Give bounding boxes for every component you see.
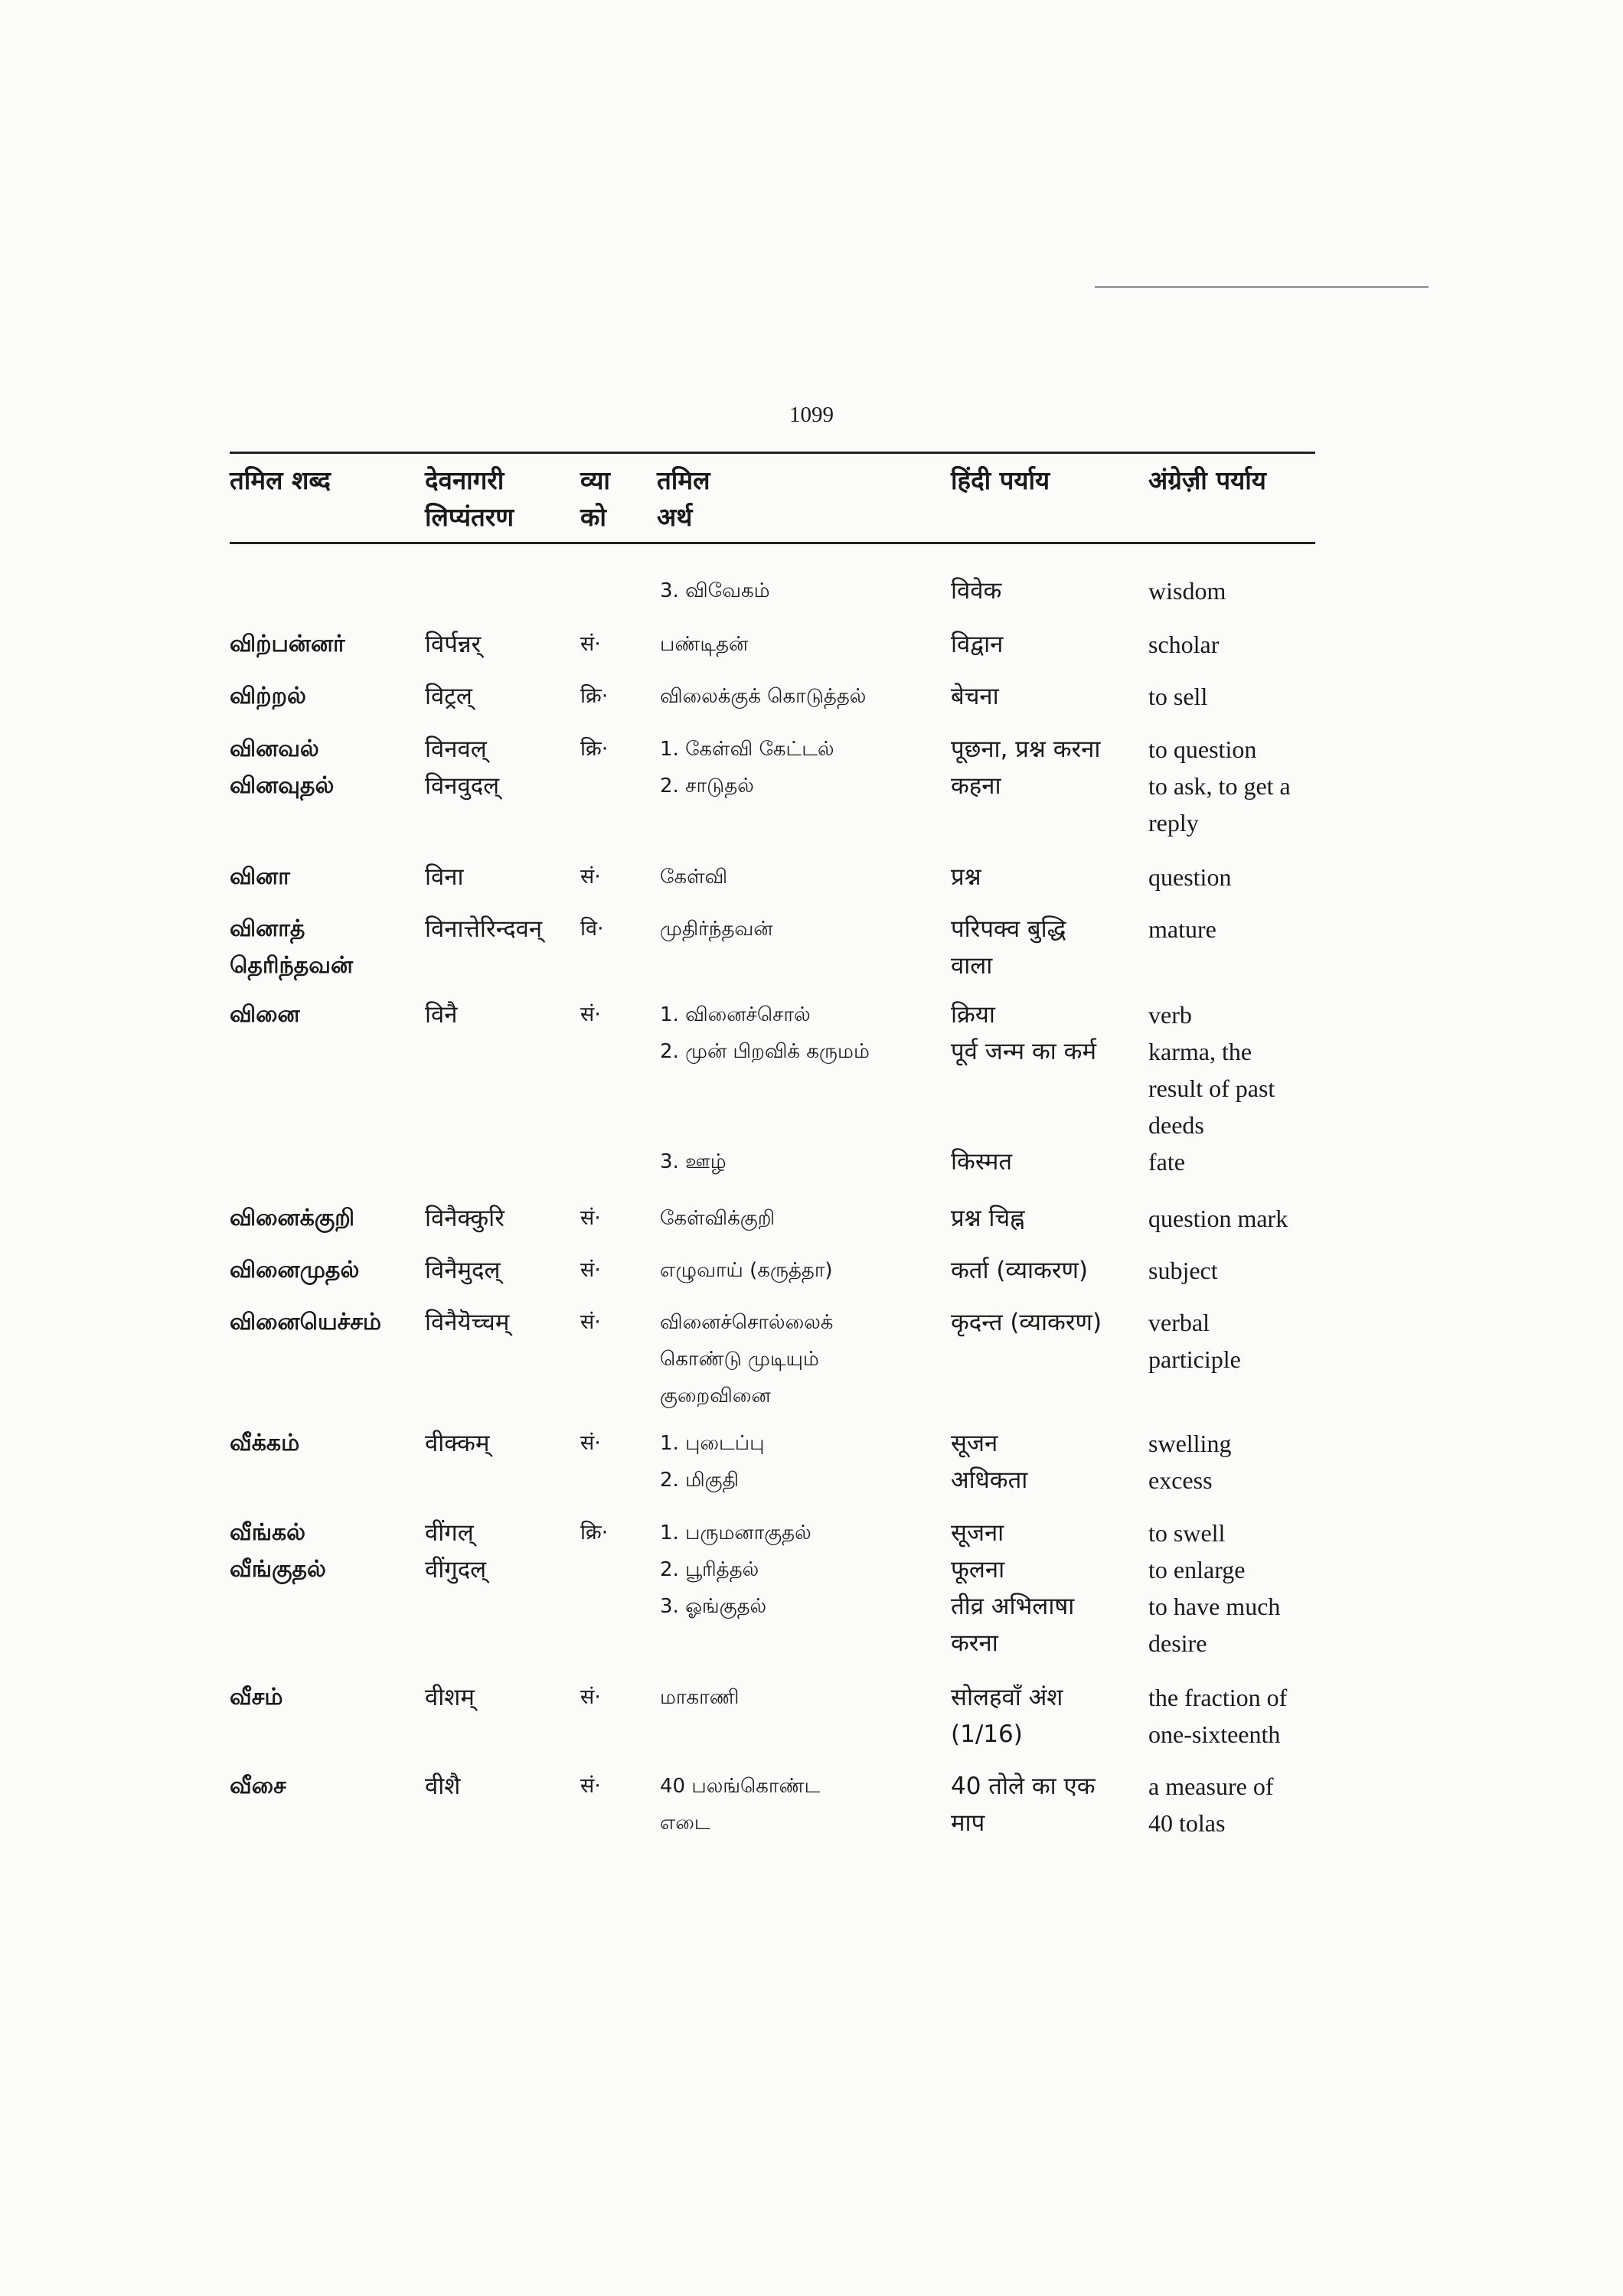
tamil-meaning-line: 1. வினைச்சொல் <box>660 1003 811 1026</box>
hindi-equivalent <box>951 1200 1024 1237</box>
grammar-tag <box>580 1200 601 1237</box>
english-equivalent <box>1148 678 1207 715</box>
grammar-tag <box>580 1515 608 1551</box>
tamil-meaning-line: 2. சாடுதல் <box>660 775 754 797</box>
grammar-tag <box>580 678 608 715</box>
hindi-equivalent-line <box>951 1107 1096 1143</box>
english-equivalent-line: wisdom <box>1148 577 1226 605</box>
tamil-meaning-line: 3. ஊழ் <box>660 1150 727 1173</box>
english-equivalent-line: deeds <box>1148 1111 1204 1139</box>
grammar-tag <box>580 1679 601 1716</box>
page-number: 1099 <box>789 403 834 427</box>
devanagari-transliteration <box>425 678 472 715</box>
grammar-tag-line: सं· <box>580 865 601 889</box>
tamil-meaning <box>660 1679 739 1716</box>
grammar-tag <box>580 626 601 663</box>
english-equivalent-line: scholar <box>1148 631 1220 658</box>
english-equivalent-line: participle <box>1148 1345 1241 1373</box>
english-equivalent-line: karma, the <box>1148 1038 1252 1065</box>
devanagari-transliteration-line: वीशम् <box>425 1684 475 1711</box>
tamil-word <box>230 1252 359 1289</box>
tamil-meaning-line: 2. பூரித்தல் <box>660 1558 759 1581</box>
hindi-equivalent <box>951 1252 1088 1289</box>
hindi-equivalent <box>951 859 981 895</box>
tamil-meaning-line <box>660 1070 870 1107</box>
hindi-equivalent-line: तीव्र अभिलाषा <box>951 1593 1075 1620</box>
tamil-meaning-line: 1. பருமனாகுதல் <box>660 1521 812 1544</box>
grammar-tag-line: सं· <box>580 1685 601 1709</box>
english-equivalent-line: excess <box>1148 1466 1213 1494</box>
tamil-meaning-line: வினைச்சொல்லைக் <box>660 1311 834 1334</box>
tamil-word-line: வினையெச்சம் <box>230 1309 382 1336</box>
tamil-meaning-line: 1. கேள்வி கேட்டல் <box>660 738 834 761</box>
tamil-meaning-line: மாகாணி <box>660 1686 740 1709</box>
english-equivalent <box>1148 859 1231 895</box>
tamil-word-line: வினை <box>230 1001 300 1028</box>
grammar-tag-line: सं· <box>580 1774 601 1798</box>
hindi-equivalent-line: विद्वान <box>951 631 1004 658</box>
tamil-word-line: வினவுதல் <box>230 772 335 799</box>
hindi-equivalent-line: अधिकता <box>951 1466 1028 1494</box>
english-equivalent <box>1148 1304 1241 1378</box>
devanagari-transliteration-line: विनै <box>425 1001 458 1029</box>
grammar-tag <box>580 1252 601 1289</box>
english-equivalent <box>1148 996 1275 1180</box>
english-equivalent <box>1148 626 1219 663</box>
header-grammar <box>580 462 610 536</box>
header-tamil-meaning-line2: अर्थ <box>657 502 693 532</box>
tamil-meaning-line: எடை <box>660 1812 710 1835</box>
devanagari-transliteration <box>425 859 464 895</box>
hindi-equivalent-line: करना <box>951 1629 998 1657</box>
tamil-meaning-line: 3. விவேகம் <box>660 579 770 602</box>
devanagari-transliteration-line: विट्रल् <box>425 683 472 710</box>
tamil-meaning <box>660 731 834 804</box>
header-devanagari-line1: देवनागरी <box>425 465 505 495</box>
tamil-word-line: வினாத் <box>230 915 305 942</box>
tamil-meaning <box>660 1768 820 1841</box>
hindi-equivalent-line: सूजना <box>951 1519 1004 1547</box>
tamil-meaning <box>660 996 870 1180</box>
hindi-equivalent-line: किस्मत <box>951 1148 1013 1176</box>
hindi-equivalent <box>951 678 999 715</box>
tamil-meaning <box>660 626 748 663</box>
english-equivalent-line: question <box>1148 863 1232 891</box>
header-english: अंग्रेज़ी पर्याय <box>1148 465 1266 495</box>
grammar-tag <box>580 996 601 1033</box>
hindi-equivalent-line: सोलहवाँ अंश <box>951 1684 1063 1711</box>
tamil-word-line: வீங்கல் <box>230 1519 306 1546</box>
grammar-tag <box>580 859 601 895</box>
english-equivalent-line: to ask, to get a <box>1148 772 1291 800</box>
devanagari-transliteration-line: विर्पन्नर् <box>425 631 482 658</box>
tamil-meaning-line <box>660 1107 870 1143</box>
tamil-meaning-line: கேள்விக்குறி <box>660 1207 776 1230</box>
hindi-equivalent <box>951 731 1100 804</box>
tamil-word <box>230 678 306 715</box>
devanagari-transliteration <box>425 1252 501 1289</box>
hindi-equivalent-line: विवेक <box>951 577 1002 605</box>
devanagari-transliteration <box>425 731 499 804</box>
devanagari-transliteration-line: विनात्तेरिन्दवन् <box>425 915 543 943</box>
hindi-equivalent <box>951 1304 1102 1341</box>
header-devanagari-line2: लिप्यंतरण <box>425 502 514 532</box>
hindi-equivalent <box>951 996 1096 1180</box>
tamil-word <box>230 911 353 984</box>
hindi-equivalent-line: कृदन्त (व्याकरण) <box>951 1309 1102 1336</box>
devanagari-transliteration-line: विनैक्कुरि <box>425 1205 505 1232</box>
english-equivalent-line: verbal <box>1148 1309 1210 1336</box>
english-equivalent-line: question mark <box>1148 1205 1288 1232</box>
hindi-equivalent <box>951 1768 1096 1841</box>
tamil-meaning <box>660 1515 812 1625</box>
tamil-word <box>230 996 300 1033</box>
tamil-word <box>230 1768 286 1805</box>
english-equivalent <box>1148 911 1216 947</box>
devanagari-transliteration <box>425 626 481 663</box>
tamil-word-line: வீக்கம் <box>230 1430 300 1456</box>
tamil-word-line: தெரிந்தவன் <box>230 952 354 979</box>
hindi-equivalent <box>951 1679 1063 1753</box>
tamil-meaning-line: 3. ஓங்குதல் <box>660 1595 767 1618</box>
hindi-equivalent-line: प्रश्न चिह्न <box>951 1205 1025 1232</box>
hindi-equivalent <box>951 911 1066 984</box>
tamil-word <box>230 1304 381 1341</box>
grammar-tag-line: क्रि· <box>580 1521 609 1544</box>
devanagari-transliteration-line: विनैमुदल् <box>425 1257 501 1284</box>
grammar-tag-line: सं· <box>580 1003 601 1026</box>
english-equivalent <box>1148 1515 1280 1662</box>
hindi-equivalent <box>951 1515 1074 1662</box>
devanagari-transliteration <box>425 1304 509 1341</box>
devanagari-transliteration-line: विनवुदल् <box>425 772 500 800</box>
hindi-equivalent-line <box>951 1070 1096 1107</box>
hindi-equivalent-line: सूजन <box>951 1430 998 1457</box>
english-equivalent-line: verb <box>1148 1001 1192 1029</box>
english-equivalent <box>1148 1768 1273 1841</box>
hindi-equivalent-line: प्रश्न <box>951 863 981 891</box>
devanagari-transliteration <box>425 996 457 1033</box>
english-equivalent-line: subject <box>1148 1257 1218 1284</box>
hindi-equivalent-line: परिपक्व बुद्धि <box>951 915 1066 943</box>
tamil-meaning-line: விலைக்குக் கொடுத்தல் <box>660 685 867 708</box>
tamil-meaning-line: குறைவினை <box>660 1384 771 1407</box>
tamil-meaning-line: கொண்டு முடியும் <box>660 1348 819 1371</box>
english-equivalent <box>1148 1200 1288 1237</box>
hindi-equivalent <box>951 626 1003 663</box>
tamil-meaning-line: 40 பலங்கொண்ட <box>660 1775 821 1798</box>
tamil-meaning <box>660 1200 775 1237</box>
grammar-tag <box>580 572 587 609</box>
header-tamil-meaning-line1: तमिल <box>657 465 710 495</box>
tamil-word <box>230 1425 299 1462</box>
tamil-meaning-line: 2. முன் பிறவிக் கருமம் <box>660 1040 870 1063</box>
devanagari-transliteration-line: वीक्कम् <box>425 1430 490 1457</box>
devanagari-transliteration <box>425 1515 486 1588</box>
grammar-tag-line: क्रि· <box>580 684 609 708</box>
tamil-word <box>230 859 290 895</box>
tamil-word-line: வீசை <box>230 1773 286 1799</box>
tamil-word <box>230 1679 282 1716</box>
hindi-equivalent-line: माप <box>951 1809 985 1837</box>
english-equivalent-line: a measure of <box>1148 1773 1274 1800</box>
tamil-meaning <box>660 572 770 609</box>
tamil-word-line: விற்பன்னர் <box>230 631 345 657</box>
english-equivalent-line: result of past <box>1148 1075 1275 1102</box>
table-top-rule <box>230 452 1315 454</box>
english-equivalent-line: to enlarge <box>1148 1556 1246 1583</box>
devanagari-transliteration <box>425 1768 460 1805</box>
grammar-tag <box>580 911 604 947</box>
english-equivalent-line: swelling <box>1148 1430 1232 1457</box>
tamil-word <box>230 1515 326 1588</box>
grammar-tag-line: वि· <box>580 917 604 941</box>
tamil-meaning <box>660 1304 833 1414</box>
hindi-equivalent-line: पूछना, प्रश्न करना <box>951 735 1101 763</box>
tamil-word-line: வீசம் <box>230 1684 283 1711</box>
devanagari-transliteration-line: विनैयॆच्चम् <box>425 1309 510 1336</box>
grammar-tag-line: सं· <box>580 1206 601 1230</box>
grammar-tag-line: सं· <box>580 1310 601 1334</box>
english-equivalent-line: one-sixteenth <box>1148 1720 1281 1748</box>
tamil-meaning <box>660 1252 833 1289</box>
header-devanagari <box>425 462 514 536</box>
hindi-equivalent-line: कर्ता (व्याकरण) <box>951 1257 1089 1284</box>
devanagari-transliteration-line: वींगुदल् <box>425 1556 487 1583</box>
english-equivalent-line: mature <box>1148 915 1216 943</box>
header-hindi: हिंदी पर्याय <box>951 465 1050 495</box>
hindi-equivalent-line: क्रिया <box>951 1001 995 1029</box>
english-equivalent-line: to swell <box>1148 1519 1226 1547</box>
devanagari-transliteration <box>425 1200 505 1237</box>
english-equivalent <box>1148 1679 1287 1753</box>
tamil-word-line: வினைமுதல் <box>230 1257 360 1283</box>
tamil-meaning <box>660 678 866 715</box>
grammar-tag-line: सं· <box>580 1258 601 1282</box>
english-equivalent <box>1148 1425 1231 1499</box>
tamil-word-line: வினைக்குறி <box>230 1205 355 1231</box>
tamil-meaning-line: பண்டிதன் <box>660 633 749 656</box>
header-tamil-meaning <box>657 462 710 536</box>
english-equivalent-line: to have much <box>1148 1593 1281 1620</box>
english-equivalent-line: to question <box>1148 735 1257 763</box>
tamil-meaning <box>660 1425 764 1499</box>
header-tamil-word: तमिल शब्द <box>230 465 331 495</box>
english-equivalent <box>1148 731 1291 841</box>
english-equivalent-line: 40 tolas <box>1148 1809 1226 1837</box>
tamil-meaning-line: முதிர்ந்தவன் <box>660 918 773 941</box>
tamil-meaning <box>660 859 727 895</box>
tamil-meaning-line: எழுவாய் (கருத்தா) <box>660 1259 833 1282</box>
english-equivalent-line: the fraction of <box>1148 1684 1288 1711</box>
grammar-tag-line <box>580 572 587 609</box>
tamil-meaning-line: 1. புடைப்பு <box>660 1432 765 1455</box>
tamil-word <box>230 626 345 663</box>
english-equivalent-line: fate <box>1148 1148 1185 1176</box>
english-equivalent-line: to sell <box>1148 683 1208 710</box>
tamil-word <box>230 731 334 804</box>
top-decorative-line <box>1095 286 1429 288</box>
devanagari-transliteration-line: विना <box>425 863 464 891</box>
tamil-meaning-line: 2. மிகுதி <box>660 1469 739 1492</box>
hindi-equivalent-line: वाला <box>951 952 993 980</box>
tamil-word-line: வினா <box>230 863 290 890</box>
hindi-equivalent-line: पूर्व जन्म का कर्म <box>951 1038 1096 1065</box>
devanagari-transliteration-line: विनवल् <box>425 735 487 763</box>
devanagari-transliteration-line: वीशै <box>425 1773 461 1800</box>
devanagari-transliteration <box>425 911 542 947</box>
english-equivalent-line: desire <box>1148 1629 1207 1657</box>
tamil-meaning <box>660 911 772 947</box>
header-grammar-line1: व्या <box>580 465 610 495</box>
hindi-equivalent-line: कहना <box>951 772 1001 800</box>
grammar-tag <box>580 1425 601 1462</box>
tamil-meaning-line: கேள்வி <box>660 866 728 889</box>
hindi-equivalent <box>951 572 1001 609</box>
header-grammar-line2: को <box>580 502 606 532</box>
hindi-equivalent <box>951 1425 1027 1499</box>
devanagari-transliteration <box>425 1425 490 1462</box>
tamil-word-line: வீங்குதல் <box>230 1556 326 1583</box>
hindi-equivalent-line: (1/16) <box>951 1720 1023 1748</box>
grammar-tag-line: सं· <box>580 1431 601 1455</box>
table-header-rule <box>230 542 1315 544</box>
devanagari-transliteration <box>425 1679 475 1716</box>
hindi-equivalent-line: फूलना <box>951 1556 1005 1583</box>
tamil-word <box>230 1200 354 1237</box>
grammar-tag-line: क्रि· <box>580 737 609 761</box>
devanagari-transliteration-line: वींगल् <box>425 1519 474 1547</box>
english-equivalent <box>1148 572 1226 609</box>
tamil-word-line: வினவல் <box>230 735 319 762</box>
hindi-equivalent-line: बेचना <box>951 683 999 710</box>
english-equivalent <box>1148 1252 1218 1289</box>
grammar-tag <box>580 1304 601 1341</box>
tamil-word-line: விற்றல் <box>230 683 306 709</box>
hindi-equivalent-line: 40 तोले का एक <box>951 1773 1096 1800</box>
english-equivalent-line: reply <box>1148 809 1199 837</box>
grammar-tag-line: सं· <box>580 632 601 656</box>
grammar-tag <box>580 731 608 768</box>
grammar-tag <box>580 1768 601 1805</box>
